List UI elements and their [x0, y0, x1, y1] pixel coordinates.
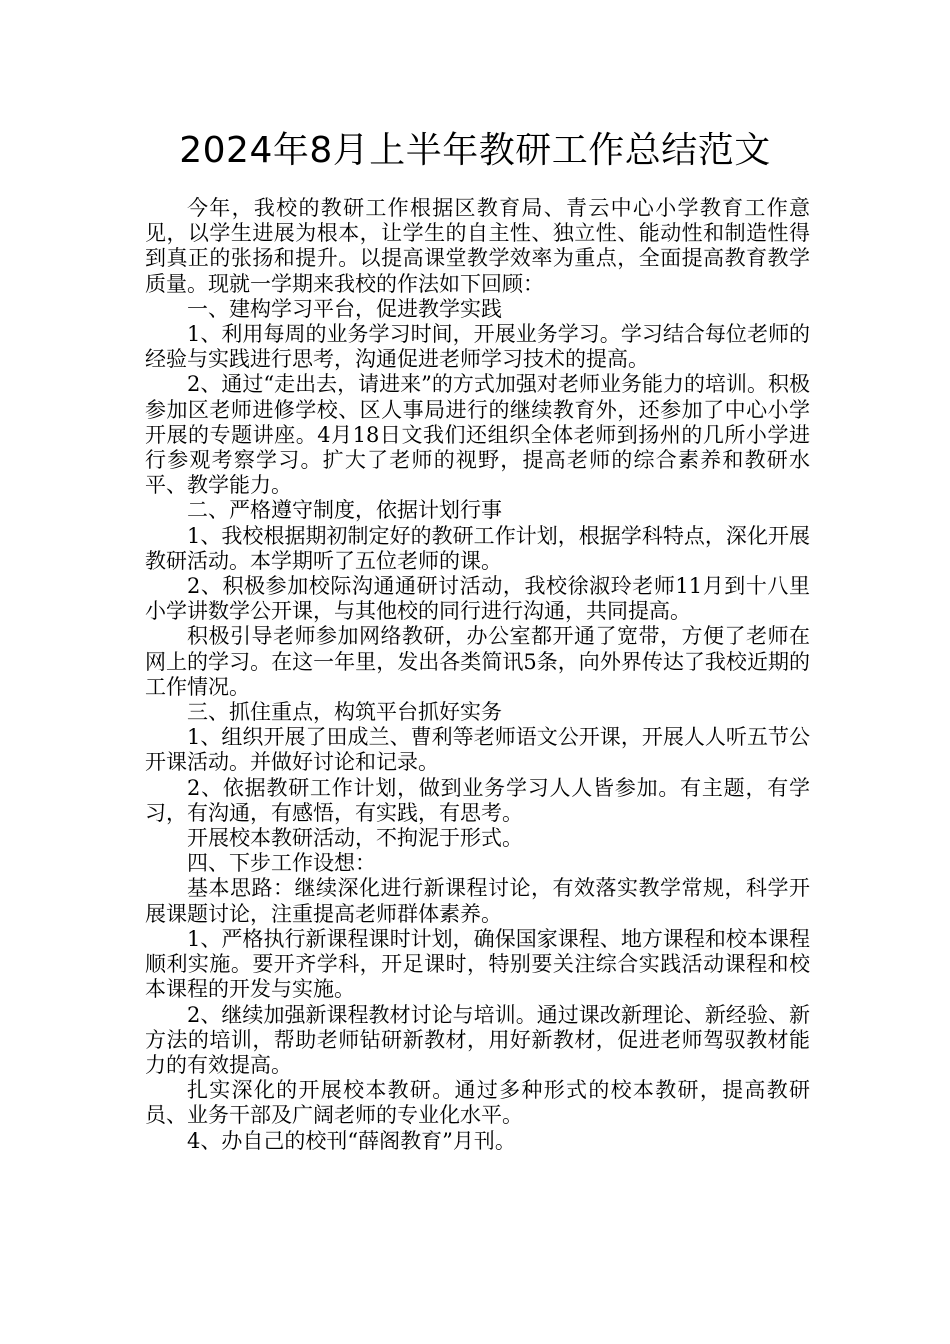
paragraph: 1、严格执行新课程课时计划，确保国家课程、地方课程和校本课程顺利实施。要开齐学科，开足课时，特别要关注综合实践活动课程和校本课程的开发与实施。	[145, 926, 810, 1002]
paragraph: 扎实深化的开展校本教研。通过多种形式的校本教研，提高教研员、业务干部及广阔老师的专业化水平。	[145, 1078, 810, 1128]
paragraph: 1、利用每周的业务学习时间，开展业务学习。学习结合每位老师的经验与实践进行思考，沟通促进老师学习技术的提高。	[145, 322, 810, 372]
section-heading-2: 二、严格遵守制度，依据计划行事	[187, 498, 502, 523]
paragraph: 2、依据教研工作计划，做到业务学习人人皆参加。有主题，有学习，有沟通，有感悟，有实践，有思考。	[145, 775, 810, 825]
paragraph-intro: 今年，我校的教研工作根据区教育局、青云中心小学教育工作意见，以学生进展为根本，让学生的自主性、独立性、能动性和制造性得到真正的张扬和提升。以提高课堂教学效率为重点，全面提高教育教学质量。现就一学期来我校的作法如下回顾：	[145, 196, 810, 296]
paragraph: 2、继续加强新课程教材讨论与培训。通过课改新理论、新经验、新方法的培训，帮助老师钻研新教材，用好新教材，促进老师驾驭教材能力的有效提高。	[145, 1002, 810, 1077]
paragraph: 基本思路：继续深化进行新课程讨论，有效落实教学常规，科学开展课题讨论，注重提高老师群体素养。	[145, 876, 810, 926]
section-heading-3: 三、抓住重点，构筑平台抓好实务	[187, 700, 502, 725]
section-heading-1: 一、建构学习平台，促进教学实践	[187, 296, 502, 321]
paragraph: 开展校本教研活动，不拘泥于形式。	[187, 826, 523, 851]
paragraph: 4、办自己的校刊“薛阁教育”月刊。	[187, 1128, 516, 1153]
section-heading-4: 四、下步工作设想：	[187, 851, 376, 876]
paragraph: 2、通过“走出去，请进来”的方式加强对老师业务能力的培训。积极参加区老师进修学校、区人事局进行的继续教育外，还参加了中心小学开展的专题讲座。4月18日文我们还组织全体老师到扬州的几所小学进行参观考察学习。扩大了老师的视野，提高老师的综合素养和教研水平、教学能力。	[145, 372, 810, 498]
document-body	[145, 196, 810, 1154]
paragraph: 2、积极参加校际沟通通研讨活动，我校徐淑玲老师11月到十八里小学讲数学公开课，与其他校的同行进行沟通，共同提高。	[145, 574, 810, 624]
paragraph: 1、我校根据期初制定好的教研工作计划，根据学科特点，深化开展教研活动。本学期听了五位老师的课。	[145, 523, 810, 573]
document-title: 2024年8月上半年教研工作总结范文	[179, 130, 771, 171]
paragraph: 积极引导老师参加网络教研，办公室都开通了宽带，方便了老师在网上的学习。在这一年里，发出各类简讯5条，向外界传达了我校近期的工作情况。	[145, 624, 810, 699]
paragraph: 1、组织开展了田成兰、曹利等老师语文公开课，开展人人听五节公开课活动。并做好讨论和记录。	[145, 725, 810, 775]
